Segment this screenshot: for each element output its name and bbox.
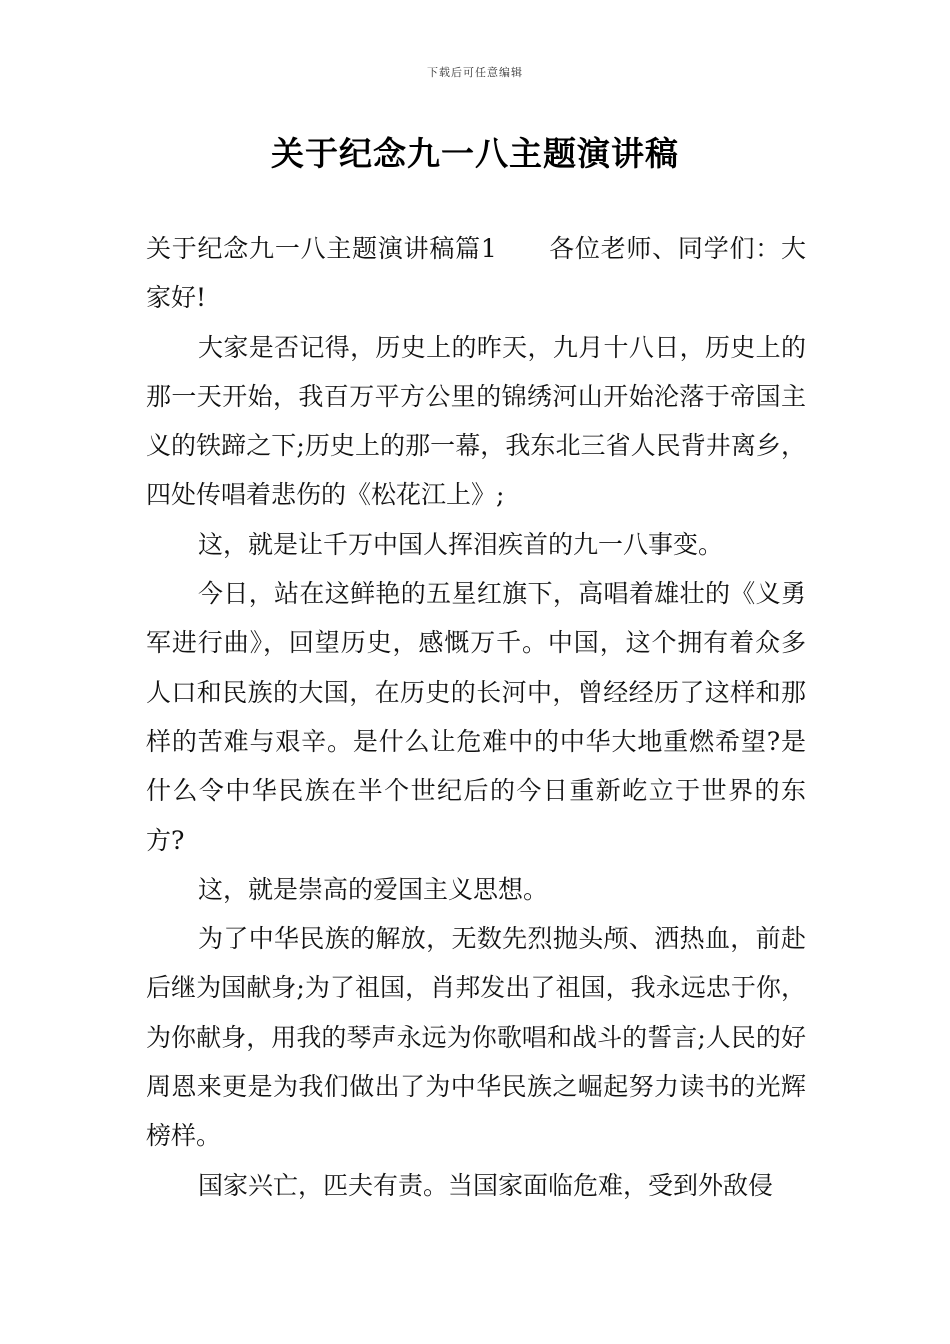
paragraph-intro: 关于纪念九一八主题演讲稿篇1 各位老师、同学们：大家好! — [146, 234, 806, 313]
paragraph: 这，就是崇高的爱国主义思想。 — [198, 874, 549, 904]
paragraph: 今日，站在这鲜艳的五星红旗下，高唱着雄壮的《义勇军进行曲》，回望历史，感慨万千。中国，这个拥有着众多人口和民族的大国，在历史的长河中，曾经经历了这样和那样的苦难与艰辛。是什么让危难中的中华大地重燃希望?是什么令中华民族在半个世纪后的今日重新屹立于世界的东方? — [146, 579, 806, 855]
paragraph: 国家兴亡，匹夫有责。当国家面临危难，受到外敌侵 — [198, 1170, 774, 1200]
document-body — [146, 224, 806, 1210]
paragraph: 为了中华民族的解放，无数先烈抛头颅、洒热血，前赴后继为国献身;为了祖国，肖邦发出了祖国，我永远忠于你，为你献身，用我的琴声永远为你歌唱和战斗的誓言;人民的好周恩来更是为我们做出了为中华民族之崛起努力读书的光辉榜样。 — [146, 924, 806, 1151]
paragraph: 大家是否记得，历史上的昨天，九月十八日，历史上的那一天开始，我百万平方公里的锦绣河山开始沦落于帝国主义的铁蹄之下;历史上的那一幕，我东北三省人民背井离乡，四处传唱着悲伤的《松花江上》; — [146, 332, 806, 510]
header-note: 下载后可任意编辑 — [427, 66, 523, 79]
paragraph: 这，就是让千万中国人挥泪疾首的九一八事变。 — [198, 529, 724, 559]
document-title: 关于纪念九一八主题演讲稿 — [271, 134, 679, 173]
